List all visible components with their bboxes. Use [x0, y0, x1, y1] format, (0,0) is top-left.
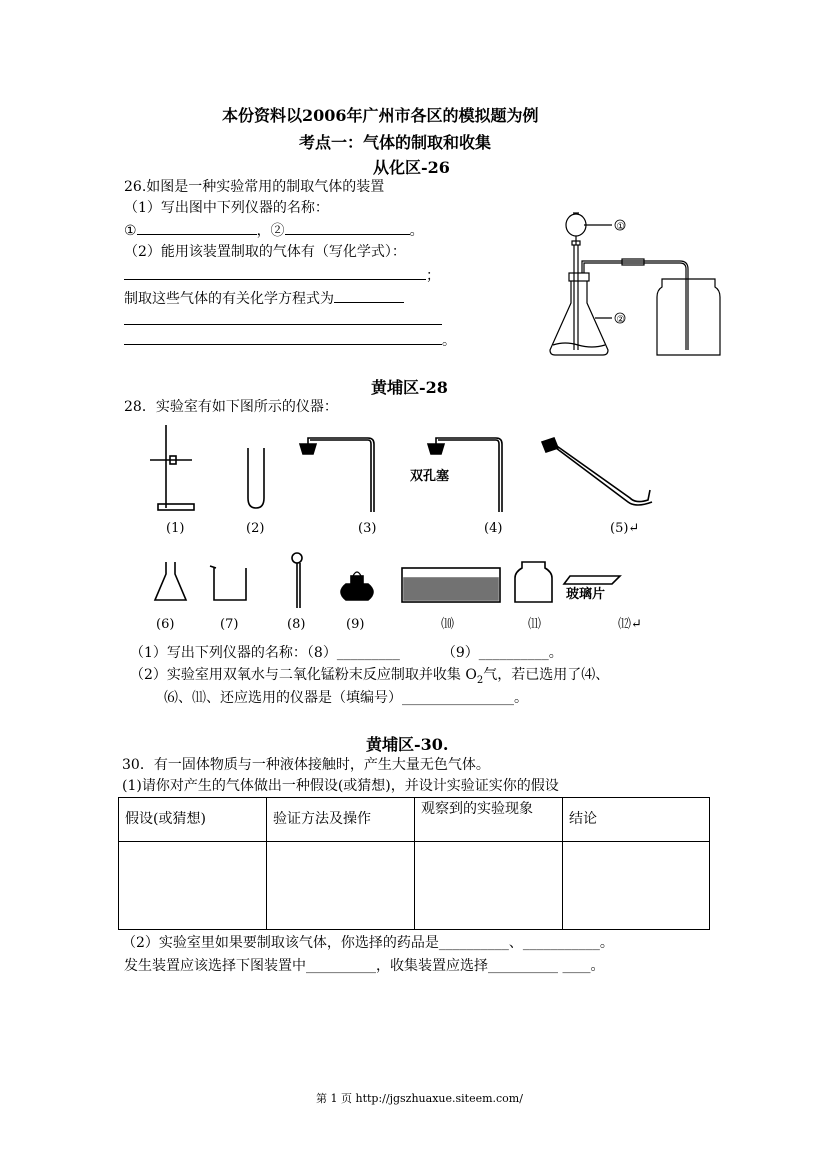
- section1-q3-last: [124, 330, 456, 351]
- section1-heading: 从化区-26: [373, 158, 450, 177]
- section1-q2-blank: [124, 265, 440, 286]
- glass-plate-label: 玻璃片: [566, 587, 606, 602]
- page-footer: 第 1 页 http://jgszhuaxue.siteem.com/: [316, 1092, 523, 1105]
- label-4: (4): [484, 521, 503, 536]
- section3-heading: 黄埔区-30.: [366, 735, 449, 754]
- gas-apparatus-figure: [540, 205, 725, 360]
- section3-q2-cont: 发生装置应该选择下图装置中__________，收集装置应选择__________ ____。: [124, 958, 605, 974]
- label-6: (6): [156, 617, 175, 632]
- section3-q2: （2）实验室里如果要制取该气体，你选择的药品是__________、___________。: [122, 935, 614, 951]
- label-2: (2): [246, 521, 265, 536]
- label-11: ⑾: [528, 617, 542, 632]
- label-12: ⑿↵: [618, 617, 642, 632]
- fig-label-1: ①: [616, 222, 625, 232]
- table-header: 验证方法及操作: [267, 798, 415, 842]
- section1-intro: 26.如图是一种实验常用的制取气体的装置: [124, 179, 385, 195]
- blank2-prefix: ，②: [256, 223, 285, 239]
- answer-blank[interactable]: [137, 220, 257, 235]
- funnel-bulb: [566, 214, 586, 236]
- answer-blank[interactable]: [124, 330, 442, 345]
- answer-blank[interactable]: [334, 288, 404, 303]
- fig-label-2: ②: [616, 315, 625, 325]
- table-header: 假设(或猜想): [119, 798, 267, 842]
- stopper: [569, 273, 589, 281]
- beaker-icon: [210, 566, 246, 600]
- table-cell[interactable]: [415, 842, 563, 930]
- label-7: (7): [220, 617, 239, 632]
- answer-blank[interactable]: [285, 220, 410, 235]
- table-cell[interactable]: [119, 842, 267, 930]
- q1-part-b: （9）__________。: [441, 645, 563, 661]
- label-10: ⑽: [441, 617, 455, 632]
- document-subtitle: 考点一：气体的制取和收集: [299, 133, 492, 152]
- glass-plate-icon: [564, 576, 620, 584]
- instruments-row2: [150, 548, 650, 638]
- section2-intro: 28．实验室有如下图所示的仪器：: [124, 399, 338, 415]
- section2-q1: [130, 643, 563, 663]
- q1-part-a: （1）写出下列仪器的名称：（8）_________: [130, 645, 400, 661]
- section3-intro: 30．有一固体物质与一种液体接触时，产生大量无色气体。: [122, 757, 490, 773]
- section3-q1: (1)请你对产生的气体做出一种假设(或猜想)，并设计实验证实你的假设: [122, 778, 559, 794]
- q2-part-b: 气，若已选用了⑷、: [483, 667, 610, 683]
- q2-part-a: （2）实验室用双氧水与二氧化锰粉末反应制取并收集 O: [130, 667, 477, 683]
- label-3: (3): [358, 521, 377, 536]
- stopper-label: 双孔塞: [410, 469, 450, 484]
- label-5: (5)↵: [610, 521, 640, 536]
- hypothesis-table: [118, 797, 710, 930]
- section1-q2: （2）能用该装置制取的气体有（写化学式）：: [124, 244, 406, 260]
- test-tube-icon: [248, 448, 264, 508]
- section1-q3: [124, 288, 404, 309]
- section1-q1-blanks: [124, 220, 424, 241]
- iron-stand-icon: [150, 425, 194, 510]
- gas-bottle-icon: [515, 562, 552, 602]
- label-9: (9): [346, 617, 365, 632]
- answer-line[interactable]: [124, 324, 442, 325]
- conical-flask-icon: [155, 562, 186, 600]
- table-cell[interactable]: [563, 842, 710, 930]
- table-header: 结论: [563, 798, 710, 842]
- section2-q2-cont: ⑹、⑾、还应选用的仪器是（填编号）________________。: [164, 690, 528, 706]
- label-8: (8): [287, 617, 306, 632]
- instruments-row1: [140, 420, 680, 536]
- blank-end: 。: [409, 223, 424, 239]
- answer-blank[interactable]: [124, 265, 426, 280]
- section1-q1: （1）写出图中下列仪器的名称：: [124, 200, 329, 216]
- q3-text: 制取这些气体的有关化学方程式为: [124, 291, 334, 307]
- spoon-icon: [292, 553, 302, 608]
- q2-subscript: 2: [476, 674, 484, 686]
- table-cell[interactable]: [267, 842, 415, 930]
- table-row: [119, 842, 710, 930]
- blank1-prefix: ①: [124, 223, 137, 239]
- blank-end: 。: [442, 333, 456, 349]
- stopper-tube-icon: [300, 438, 374, 512]
- section2-heading: 黄埔区-28: [371, 378, 448, 397]
- angled-tube-icon: [542, 438, 652, 505]
- blank-end: ；: [426, 268, 440, 284]
- water-trough-icon: [402, 568, 500, 602]
- document-title: 本份资料以2006年广州市各区的模拟题为例: [222, 106, 539, 125]
- alcohol-lamp-icon: [341, 572, 373, 600]
- section2-q2: [130, 665, 609, 691]
- label-1: (1): [166, 521, 185, 536]
- table-header: 观察到的实验现象: [415, 798, 563, 842]
- table-header-row: [119, 798, 710, 842]
